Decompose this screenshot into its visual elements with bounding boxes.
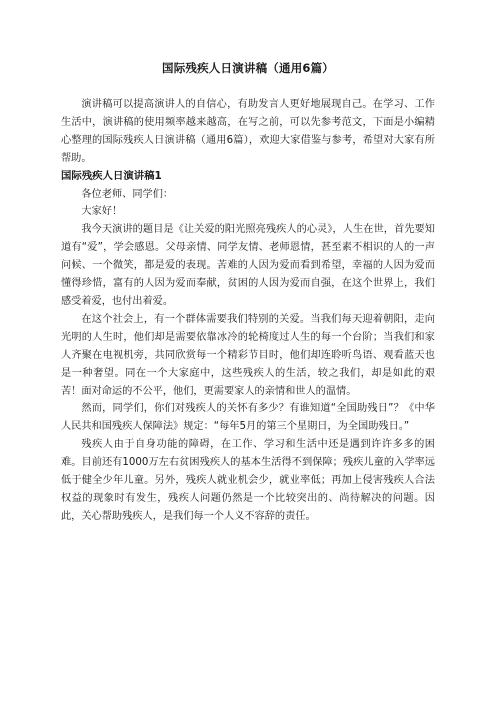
greeting-line-2: 大家好！ (81, 206, 123, 218)
document-title: 国际残疾人日演讲稿（通用6篇） (162, 61, 334, 75)
body-paragraph-3: 然而，同学们，你们对残疾人的关怀有多少？有谁知道“全国助残日”？《中华人民共和国残疾人保障法》规定：“每年5月的第三个星期日，为全国助残日。” (61, 403, 435, 433)
body-paragraph-2: 在这个社会上，有一个群体需要我们特别的关爱。当我们每天迎着朝阳，走向光明的人生时，他们却是需要依靠冰冷的轮椅度过人生的每一个台阶；当我们和家人齐聚在电视机旁，共同欣赏每一个精彩节目时，他们却连聆听鸟语、观看蓝天也是一种奢望。同在一个大家庭中，这些残疾人的生活，较之我们，却是如此的艰苦！面对命运的不公平，他们，更需要家人的亲情和世人的温情。 (61, 313, 435, 397)
greeting-line: 各位老师、同学们： (81, 188, 174, 200)
section-heading: 国际残疾人日演讲稿1 (61, 169, 162, 182)
body-paragraph-4: 残疾人由于自身功能的障碍，在工作、学习和生活中还是遇到许许多多的困难。目前还有1000万左右贫困残疾人的基本生活得不到保障；残疾儿童的入学率远低于健全少年儿童。另外，残疾人就业机会少，就业率低；再加上侵害残疾人合法权益的现象时有发生，残疾人问题仍然是一个比较突出的、尚待解决的问题。因此，关心帮助残疾人，是我们每一个人义不容辞的责任。 (61, 439, 435, 522)
intro-paragraph: 演讲稿可以提高演讲人的自信心，有助发言人更好地展现自己。在学习、工作生活中，演讲稿的使用频率越来越高，在写之前，可以先参考范文，下面是小编精心整理的国际残疾人日演讲稿（通用6篇），欢迎大家借鉴与参考，希望对大家有所帮助。 (61, 99, 435, 164)
document-page (61, 60, 435, 526)
body-paragraph-1: 我今天演讲的题目是《让关爱的阳光照亮残疾人的心灵》，人生在世，首先要知道有“爱”，学会感恩。父母亲情、同学友情、老师恩情，甚至素不相识的人的一声问候、一个微笑，都是爱的表现。苦难的人因为爱而看到希望，幸福的人因为爱而懂得珍惜，富有的人因为爱而奉献，贫困的人因为爱而自强，在这个世界上，我们感受着爱，也付出着爱。 (61, 224, 435, 307)
